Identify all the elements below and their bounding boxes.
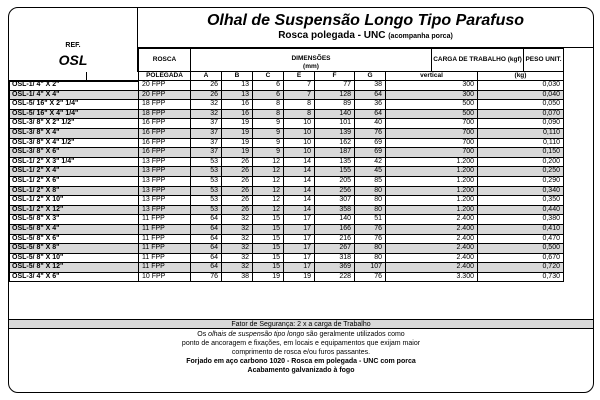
notes-line-1 xyxy=(9,330,593,339)
peso-cell: 0,350 xyxy=(478,196,564,206)
table-row xyxy=(10,234,564,244)
dim-c-cell: 12 xyxy=(253,186,284,196)
ref-cell: OSL-3/ 8" X 4" 1/2" xyxy=(10,138,139,148)
carga-cell: 1.200 xyxy=(386,157,478,167)
dim-g-cell: 76 xyxy=(355,272,386,282)
colhead-g: G xyxy=(355,72,386,81)
dim-a-cell: 53 xyxy=(191,205,222,215)
dim-f-cell: 267 xyxy=(315,244,355,254)
dim-g-cell: 36 xyxy=(355,100,386,110)
peso-cell: 0,110 xyxy=(478,128,564,138)
table-body xyxy=(10,81,564,282)
dim-g-cell: 38 xyxy=(355,81,386,91)
subtitle-text: Rosca polegada - UNC xyxy=(278,30,386,41)
colhead-vertical: vertical xyxy=(386,72,478,81)
dimensoes-label: DIMENSÕES xyxy=(291,55,331,62)
dim-e-cell: 14 xyxy=(284,196,315,206)
dim-f-cell: 140 xyxy=(315,215,355,225)
dim-b-cell: 26 xyxy=(222,157,253,167)
table-row xyxy=(10,176,564,186)
carga-cell: 300 xyxy=(386,90,478,100)
dim-g-cell: 64 xyxy=(355,109,386,119)
dim-b-cell: 19 xyxy=(222,148,253,158)
dim-e-cell: 10 xyxy=(284,128,315,138)
peso-cell: 0,410 xyxy=(478,224,564,234)
ref-cell: OSL-5/ 8" X 8" xyxy=(10,244,139,254)
peso-cell: 0,050 xyxy=(478,100,564,110)
dim-e-cell: 17 xyxy=(284,224,315,234)
peso-cell: 0,110 xyxy=(478,138,564,148)
dim-c-cell: 6 xyxy=(253,81,284,91)
dim-g-cell: 42 xyxy=(355,157,386,167)
dim-a-cell: 32 xyxy=(191,109,222,119)
dim-f-cell: 128 xyxy=(315,90,355,100)
title-block xyxy=(138,8,593,48)
ref-cell: OSL-3/ 8" X 6" xyxy=(10,148,139,158)
peso-cell: 0,440 xyxy=(478,205,564,215)
table-row xyxy=(10,138,564,148)
dim-f-cell: 140 xyxy=(315,109,355,119)
dim-b-cell: 32 xyxy=(222,253,253,263)
ref-cell: OSL-1/ 2" X 8" xyxy=(10,186,139,196)
rosca-cell: 10 FPP xyxy=(139,272,191,282)
rosca-cell: 11 FPP xyxy=(139,253,191,263)
ref-cell: OSL-1/ 4" X 2" xyxy=(10,81,139,91)
carga-cell: 1.200 xyxy=(386,186,478,196)
dim-f-cell: 77 xyxy=(315,81,355,91)
dim-e-cell: 10 xyxy=(284,148,315,158)
table-row xyxy=(10,186,564,196)
ref-code: OSL xyxy=(58,52,88,68)
dim-e-cell: 14 xyxy=(284,176,315,186)
dim-e-cell: 7 xyxy=(284,90,315,100)
colhead-blank-2 xyxy=(87,72,139,81)
carga-cell: 2.400 xyxy=(386,215,478,225)
dim-a-cell: 64 xyxy=(191,234,222,244)
dim-b-cell: 13 xyxy=(222,81,253,91)
dim-f-cell: 135 xyxy=(315,157,355,167)
rosca-cell: 11 FPP xyxy=(139,263,191,273)
ref-cell: OSL-1/ 2" X 4" xyxy=(10,167,139,177)
dim-a-cell: 64 xyxy=(191,253,222,263)
dim-g-cell: 80 xyxy=(355,186,386,196)
carga-cell: 500 xyxy=(386,100,478,110)
ref-cell: OSL-1/ 2" X 12" xyxy=(10,205,139,215)
dim-a-cell: 64 xyxy=(191,215,222,225)
dim-c-cell: 9 xyxy=(253,148,284,158)
carga-cell: 2.400 xyxy=(386,263,478,273)
peso-cell: 0,250 xyxy=(478,167,564,177)
ref-cell: OSL-3/ 4" X 6" xyxy=(10,272,139,282)
ref-cell: OSL-1/ 2" X 10" xyxy=(10,196,139,206)
ref-spacer xyxy=(10,49,87,72)
colhead-kg: (kg) xyxy=(478,72,564,81)
rosca-cell: 13 FPP xyxy=(139,157,191,167)
notes-line-1-post: são geralmente utilizados como xyxy=(304,331,405,338)
peso-cell: 0,380 xyxy=(478,215,564,225)
dim-e-cell: 19 xyxy=(284,272,315,282)
rosca-cell: 18 FPP xyxy=(139,100,191,110)
dim-c-cell: 15 xyxy=(253,263,284,273)
colhead-f: F xyxy=(315,72,355,81)
rosca-cell: 13 FPP xyxy=(139,167,191,177)
carga-cell: 1.200 xyxy=(386,167,478,177)
carga-cell: 1.200 xyxy=(386,196,478,206)
peso-cell: 0,290 xyxy=(478,176,564,186)
rosca-cell: 13 FPP xyxy=(139,186,191,196)
peso-cell: 0,200 xyxy=(478,157,564,167)
dim-c-cell: 9 xyxy=(253,128,284,138)
dim-b-cell: 32 xyxy=(222,215,253,225)
table-row xyxy=(10,263,564,273)
notes-line-4: Forjado em aço carbono 1020 - Rosca em polegada - UNC com porca xyxy=(186,358,416,365)
dim-c-cell: 15 xyxy=(253,215,284,225)
subtitle-note: (acompanha porca) xyxy=(388,33,453,40)
dim-g-cell: 80 xyxy=(355,205,386,215)
rosca-cell: 13 FPP xyxy=(139,176,191,186)
colhead-b: B xyxy=(222,72,253,81)
dim-g-cell: 107 xyxy=(355,263,386,273)
dim-e-cell: 8 xyxy=(284,100,315,110)
ref-cell: OSL-5/ 8" X 12" xyxy=(10,263,139,273)
ref-cell: OSL-5/ 8" X 6" xyxy=(10,234,139,244)
dim-e-cell: 8 xyxy=(284,109,315,119)
peso-cell: 0,150 xyxy=(478,148,564,158)
table-row xyxy=(10,90,564,100)
peso-cell: 0,040 xyxy=(478,90,564,100)
notes-line-1-em: olhais de suspensão tipo longo xyxy=(208,331,305,338)
rosca-cell: 16 FPP xyxy=(139,119,191,129)
dim-f-cell: 162 xyxy=(315,138,355,148)
carga-cell: 700 xyxy=(386,148,478,158)
dim-f-cell: 256 xyxy=(315,186,355,196)
table-row xyxy=(10,272,564,282)
dim-e-cell: 14 xyxy=(284,186,315,196)
dim-f-cell: 205 xyxy=(315,176,355,186)
table-row xyxy=(10,148,564,158)
dim-c-cell: 15 xyxy=(253,224,284,234)
dim-b-cell: 19 xyxy=(222,128,253,138)
col-rosca: ROSCA xyxy=(139,49,191,72)
notes-line-1-pre: Os xyxy=(197,331,209,338)
table-row xyxy=(10,205,564,215)
ref-cell: OSL-5/ 8" X 10" xyxy=(10,253,139,263)
dim-e-cell: 14 xyxy=(284,157,315,167)
table-row xyxy=(10,128,564,138)
ref-cell: OSL-5/ 8" X 3" xyxy=(10,215,139,225)
carga-cell: 700 xyxy=(386,138,478,148)
dim-c-cell: 8 xyxy=(253,109,284,119)
carga-cell: 2.400 xyxy=(386,234,478,244)
dim-f-cell: 166 xyxy=(315,224,355,234)
dim-f-cell: 307 xyxy=(315,196,355,206)
dim-b-cell: 26 xyxy=(222,186,253,196)
dim-c-cell: 12 xyxy=(253,167,284,177)
rosca-cell: 11 FPP xyxy=(139,224,191,234)
dim-c-cell: 19 xyxy=(253,272,284,282)
dim-e-cell: 17 xyxy=(284,253,315,263)
dim-c-cell: 6 xyxy=(253,90,284,100)
dim-f-cell: 318 xyxy=(315,253,355,263)
dim-e-cell: 17 xyxy=(284,244,315,254)
table-row xyxy=(10,196,564,206)
dim-a-cell: 26 xyxy=(191,81,222,91)
ref-cell: OSL-1/ 2" X 6" xyxy=(10,176,139,186)
dim-e-cell: 10 xyxy=(284,138,315,148)
dim-a-cell: 37 xyxy=(191,138,222,148)
peso-cell: 0,500 xyxy=(478,244,564,254)
ref-cell: OSL-5/ 16" X 2" 1/4" xyxy=(10,100,139,110)
dim-g-cell: 76 xyxy=(355,224,386,234)
dim-g-cell: 85 xyxy=(355,176,386,186)
carga-cell: 1.200 xyxy=(386,205,478,215)
carga-cell: 1.200 xyxy=(386,176,478,186)
dim-f-cell: 187 xyxy=(315,148,355,158)
col-peso: PESO UNIT. xyxy=(524,49,564,72)
rosca-cell: 18 FPP xyxy=(139,109,191,119)
peso-cell: 0,070 xyxy=(478,109,564,119)
dim-g-cell: 80 xyxy=(355,196,386,206)
dim-e-cell: 14 xyxy=(284,167,315,177)
ref-label: REF. xyxy=(65,42,81,49)
dim-b-cell: 16 xyxy=(222,109,253,119)
page-title: Olhal de Suspensão Longo Tipo Parafuso xyxy=(206,12,525,29)
dim-b-cell: 32 xyxy=(222,263,253,273)
dimensoes-unit: (mm) xyxy=(303,63,319,70)
peso-cell: 0,340 xyxy=(478,186,564,196)
dim-c-cell: 12 xyxy=(253,157,284,167)
peso-cell: 0,730 xyxy=(478,272,564,282)
colhead-c: C xyxy=(253,72,284,81)
dim-b-cell: 26 xyxy=(222,196,253,206)
dim-b-cell: 26 xyxy=(222,176,253,186)
dim-e-cell: 10 xyxy=(284,119,315,129)
spec-table xyxy=(9,48,564,282)
dim-a-cell: 64 xyxy=(191,224,222,234)
notes-line-5: Acabamento galvanizado à fogo xyxy=(247,367,355,374)
table-row xyxy=(10,119,564,129)
dim-g-cell: 80 xyxy=(355,244,386,254)
colhead-blank xyxy=(10,72,87,81)
table-row xyxy=(10,109,564,119)
spec-sheet xyxy=(8,7,594,393)
carga-cell: 2.400 xyxy=(386,224,478,234)
rosca-cell: 20 FPP xyxy=(139,90,191,100)
safety-note: Fator de Segurança: 2 x a carga de Trabalho xyxy=(9,319,593,329)
notes-line-3: comprimento de rosca e/ou furos passantes. xyxy=(231,349,371,356)
colhead-a: A xyxy=(191,72,222,81)
dim-f-cell: 89 xyxy=(315,100,355,110)
dim-e-cell: 17 xyxy=(284,215,315,225)
dim-c-cell: 15 xyxy=(253,234,284,244)
dim-f-cell: 216 xyxy=(315,234,355,244)
dim-e-cell: 14 xyxy=(284,205,315,215)
carga-cell: 700 xyxy=(386,119,478,129)
dim-f-cell: 139 xyxy=(315,128,355,138)
rosca-cell: 11 FPP xyxy=(139,215,191,225)
ref-cell: OSL-1/ 2" X 3" 1/4" xyxy=(10,157,139,167)
dim-c-cell: 8 xyxy=(253,100,284,110)
dim-f-cell: 228 xyxy=(315,272,355,282)
col-dimensoes xyxy=(191,49,432,72)
dim-b-cell: 32 xyxy=(222,224,253,234)
dim-c-cell: 12 xyxy=(253,196,284,206)
carga-cell: 2.400 xyxy=(386,244,478,254)
ref-cell: OSL-3/ 8" X 4" xyxy=(10,128,139,138)
ref-cell: OSL-1/ 4" X 4" xyxy=(10,90,139,100)
dim-g-cell: 51 xyxy=(355,215,386,225)
dim-g-cell: 64 xyxy=(355,90,386,100)
ref-cell: OSL-5/ 16" X 4" 1/4" xyxy=(10,109,139,119)
notes-line-2: ponto de ancoragem e fixações, em locais e equipamentos que exijam maior xyxy=(181,340,421,347)
peso-cell: 0,720 xyxy=(478,263,564,273)
dim-e-cell: 7 xyxy=(284,81,315,91)
carga-cell: 700 xyxy=(386,128,478,138)
ref-spacer-2 xyxy=(87,49,139,72)
dim-a-cell: 53 xyxy=(191,167,222,177)
dim-f-cell: 358 xyxy=(315,205,355,215)
rosca-cell: 16 FPP xyxy=(139,138,191,148)
dim-b-cell: 16 xyxy=(222,100,253,110)
dim-b-cell: 19 xyxy=(222,119,253,129)
dim-b-cell: 32 xyxy=(222,244,253,254)
carga-cell: 2.400 xyxy=(386,253,478,263)
dim-b-cell: 26 xyxy=(222,167,253,177)
table-row xyxy=(10,157,564,167)
rosca-cell: 13 FPP xyxy=(139,196,191,206)
dim-b-cell: 26 xyxy=(222,205,253,215)
table-row xyxy=(10,253,564,263)
dim-c-cell: 9 xyxy=(253,119,284,129)
peso-cell: 0,090 xyxy=(478,119,564,129)
table-row xyxy=(10,100,564,110)
dim-g-cell: 40 xyxy=(355,119,386,129)
rosca-cell: 11 FPP xyxy=(139,234,191,244)
dim-g-cell: 45 xyxy=(355,167,386,177)
dim-c-cell: 12 xyxy=(253,176,284,186)
rosca-cell: 16 FPP xyxy=(139,148,191,158)
dim-c-cell: 9 xyxy=(253,138,284,148)
dim-b-cell: 19 xyxy=(222,138,253,148)
dim-e-cell: 17 xyxy=(284,263,315,273)
dim-a-cell: 53 xyxy=(191,176,222,186)
dim-c-cell: 15 xyxy=(253,244,284,254)
dim-a-cell: 53 xyxy=(191,196,222,206)
dim-a-cell: 76 xyxy=(191,272,222,282)
peso-cell: 0,670 xyxy=(478,253,564,263)
dim-b-cell: 32 xyxy=(222,234,253,244)
dim-a-cell: 37 xyxy=(191,148,222,158)
dim-f-cell: 101 xyxy=(315,119,355,129)
dim-c-cell: 15 xyxy=(253,253,284,263)
table-row xyxy=(10,81,564,91)
ref-cell: OSL-5/ 8" X 4" xyxy=(10,224,139,234)
dim-a-cell: 37 xyxy=(191,119,222,129)
rosca-cell: 11 FPP xyxy=(139,244,191,254)
carga-cell: 500 xyxy=(386,109,478,119)
peso-cell: 0,470 xyxy=(478,234,564,244)
dim-a-cell: 37 xyxy=(191,128,222,138)
colhead-e: E xyxy=(284,72,315,81)
col-carga: CARGA DE TRABALHO (kgf) xyxy=(432,49,524,72)
table-row xyxy=(10,244,564,254)
rosca-cell: 16 FPP xyxy=(139,128,191,138)
table-row xyxy=(10,215,564,225)
notes-block xyxy=(9,330,593,375)
dim-c-cell: 12 xyxy=(253,205,284,215)
rosca-cell: 13 FPP xyxy=(139,205,191,215)
table-row xyxy=(10,224,564,234)
table-row xyxy=(10,167,564,177)
dim-g-cell: 69 xyxy=(355,138,386,148)
dim-a-cell: 53 xyxy=(191,157,222,167)
peso-cell: 0,030 xyxy=(478,81,564,91)
page-subtitle xyxy=(138,30,593,43)
carga-cell: 300 xyxy=(386,81,478,91)
ref-cell: OSL-3/ 8" X 2" 1/2" xyxy=(10,119,139,129)
dim-g-cell: 76 xyxy=(355,128,386,138)
dim-b-cell: 38 xyxy=(222,272,253,282)
dim-b-cell: 13 xyxy=(222,90,253,100)
dim-f-cell: 155 xyxy=(315,167,355,177)
rosca-cell: 20 FPP xyxy=(139,81,191,91)
dim-g-cell: 69 xyxy=(355,148,386,158)
dim-g-cell: 80 xyxy=(355,253,386,263)
dim-a-cell: 26 xyxy=(191,90,222,100)
dim-a-cell: 64 xyxy=(191,263,222,273)
dim-a-cell: 32 xyxy=(191,100,222,110)
dim-e-cell: 17 xyxy=(284,234,315,244)
dim-f-cell: 369 xyxy=(315,263,355,273)
carga-cell: 3.300 xyxy=(386,272,478,282)
dim-g-cell: 76 xyxy=(355,234,386,244)
colhead-polegada: POLEGADA xyxy=(139,72,191,81)
dim-a-cell: 64 xyxy=(191,244,222,254)
dim-a-cell: 53 xyxy=(191,186,222,196)
